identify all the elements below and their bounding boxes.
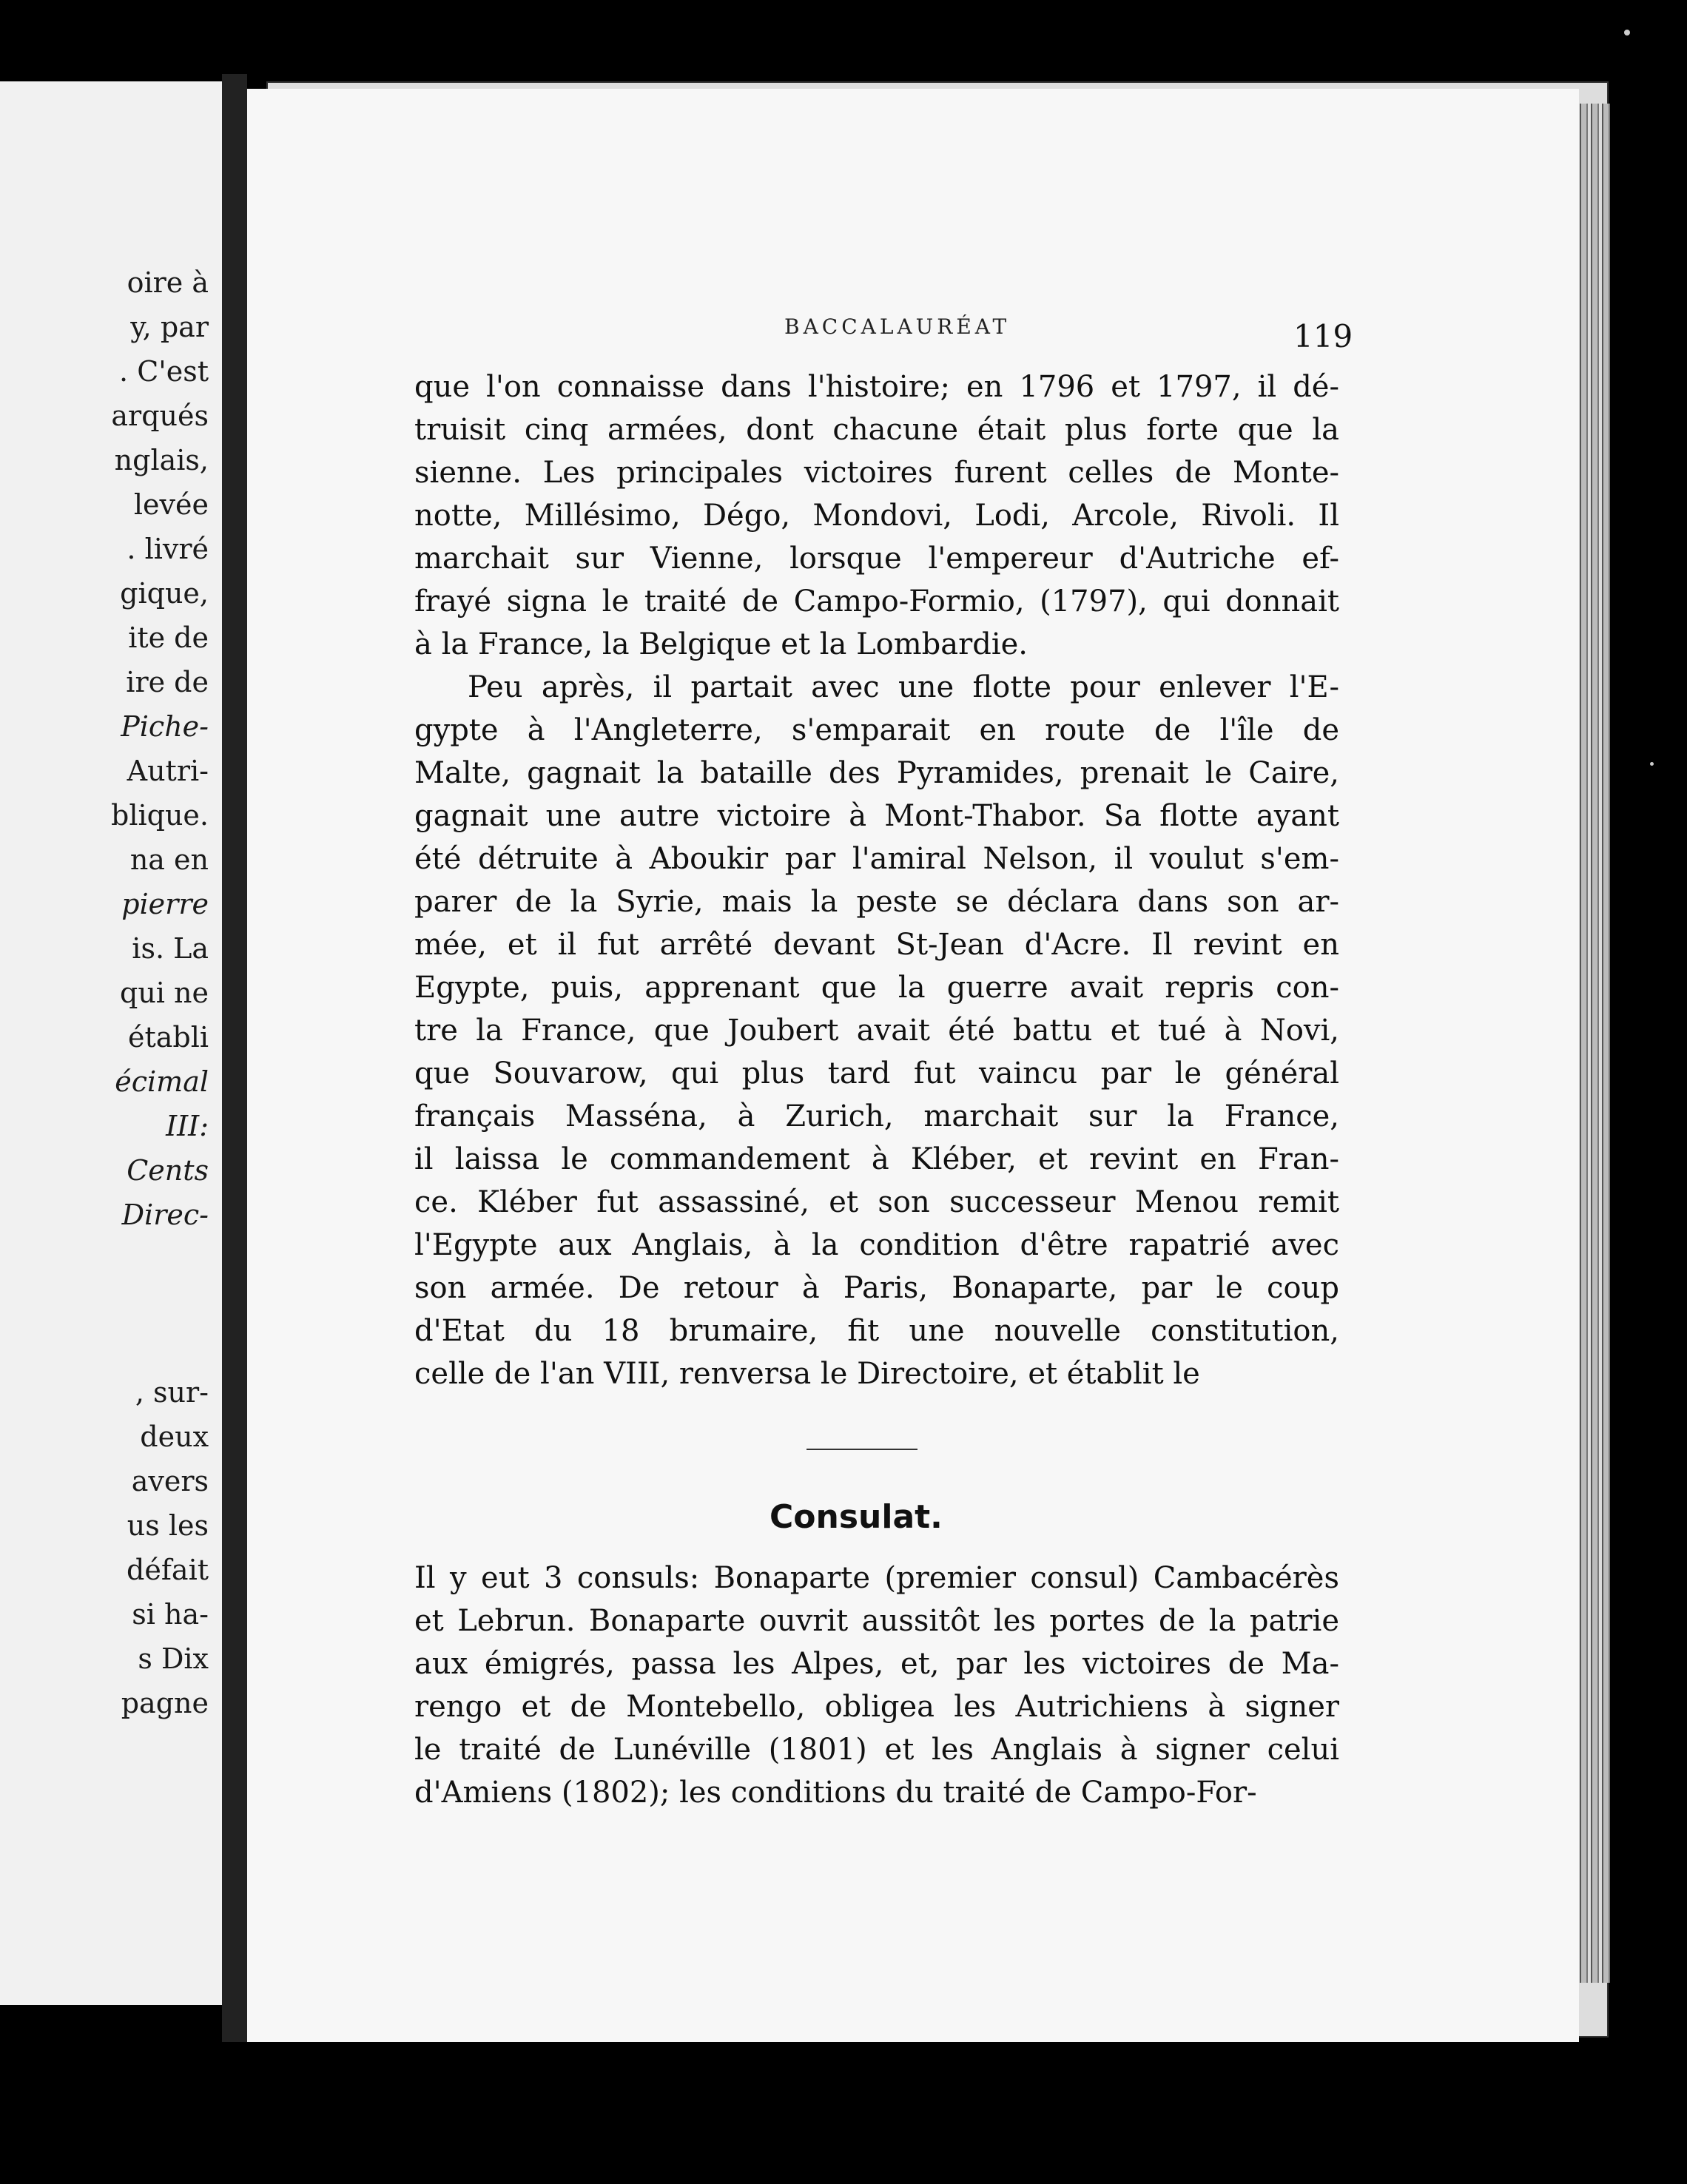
left-page [0,81,224,2005]
text-line: français Masséna, à Zurich, marchait sur la France, [414,1099,1339,1133]
text-line: marchait sur Vienne, lorsque l'empereur d'Autriche ef- [414,542,1339,576]
text-line: notte, Millésimo, Dégo, Mondovi, Lodi, Arcole, Rivoli. Il [414,499,1339,533]
text-line: il laissa le commandement à Kléber, et revint en Fran- [414,1142,1339,1176]
left-page-line: Direc- [121,1199,209,1231]
text-line: le traité de Lunéville (1801) et les Anglais à signer celui [414,1733,1339,1767]
left-page-line: , sur- [135,1376,209,1409]
text-line: que l'on connaisse dans l'histoire; en 1796 et 1797, il dé- [414,370,1339,404]
text-line: mée, et il fut arrêté devant St-Jean d'Acre. Il revint en [414,928,1339,962]
left-page-line: Piche- [121,710,209,743]
speck [1624,30,1630,36]
text-line: gypte à l'Angleterre, s'emparait en route de l'île de [414,713,1339,747]
left-page-line: . livré [127,533,209,565]
text-line: Egypte, puis, apprenant que la guerre avait repris con- [414,971,1339,1005]
section-divider [807,1449,917,1450]
page-edge [1580,104,1588,1983]
text-line: rengo et de Montebello, obligea les Autrichiens à signer [414,1690,1339,1724]
text-line: Malte, gagnait la bataille des Pyramides, prenait le Caire, [414,756,1339,790]
section-heading: Consulat. [770,1498,943,1536]
text-line: été détruite à Aboukir par l'amiral Nelson, il voulut s'em- [414,842,1339,876]
text-line: celle de l'an VIII, renversa le Directoire, et établit le [414,1357,1200,1391]
text-line: aux émigrés, passa les Alpes, et, par les victoires de Ma- [414,1647,1339,1681]
left-page-line: Autri- [127,755,209,787]
left-page-line: défait [127,1554,209,1586]
text-line: l'Egypte aux Anglais, à la condition d'être rapatrié avec [414,1228,1339,1262]
left-page-line: s Dix [138,1642,209,1675]
left-page-line: oire à [127,266,209,299]
left-page-line: Cents [127,1154,209,1187]
left-page-line: écimal [115,1065,209,1098]
left-page-line: levée [133,488,209,521]
left-page-line: gique, [120,577,209,610]
text-line: parer de la Syrie, mais la peste se déclara dans son ar- [414,885,1339,919]
left-page-line: ite de [128,621,209,654]
page-edge [1591,104,1599,1983]
left-page-line: us les [127,1509,209,1542]
text-line: à la France, la Belgique et la Lombardie. [414,627,1028,661]
text-line: ce. Kléber fut assassiné, et son successeur Menou remit [414,1185,1339,1219]
left-page-line: is. La [132,932,209,965]
text-line: d'Etat du 18 brumaire, fit une nouvelle constitution, [414,1314,1339,1348]
text-line: sienne. Les principales victoires furent celles de Monte- [414,456,1339,490]
text-line: Peu après, il partait avec une flotte pour enlever l'E- [468,670,1339,704]
speck [1650,762,1654,766]
left-page-line: na en [129,843,209,876]
page-edge [1602,104,1610,1983]
left-page-line: nglais, [114,444,209,476]
text-line: truisit cinq armées, dont chacune était plus forte que la [414,413,1339,447]
text-line: son armée. De retour à Paris, Bonaparte, par le coup [414,1271,1339,1305]
text-line: tre la France, que Joubert avait été battu et tué à Novi, [414,1014,1339,1048]
text-line: que Souvarow, qui plus tard fut vaincu par le général [414,1056,1339,1091]
left-page-line: arqués [111,400,209,432]
left-page-line: pagne [121,1687,209,1719]
left-page-line: blique. [111,799,209,832]
left-page-line: III: [166,1110,209,1142]
left-page-line: avers [131,1465,209,1497]
left-page-line: établi [127,1021,209,1054]
text-line: gagnait une autre victoire à Mont-Thabor. Sa flotte ayant [414,799,1339,833]
text-line: d'Amiens (1802); les conditions du traité de Campo-For- [414,1776,1257,1810]
text-line: et Lebrun. Bonaparte ouvrit aussitôt les portes de la patrie [414,1604,1339,1638]
left-page-line: ire de [126,666,209,698]
left-page-line: deux [140,1420,209,1453]
page-number: 119 [1293,318,1353,354]
left-page-line: qui ne [120,977,209,1009]
text-line: Il y eut 3 consuls: Bonaparte (premier consul) Cambacérès [414,1561,1339,1595]
text-line: frayé signa le traité de Campo-Formio, (1797), qui donnait [414,584,1339,619]
running-header: BACCALAURÉAT [784,314,1011,339]
left-page-line: y, par [130,311,209,343]
left-page-line: pierre [121,888,209,920]
left-page-line: si ha- [132,1598,209,1631]
left-page-line: . C'est [119,355,209,388]
book-spine [222,74,247,2042]
